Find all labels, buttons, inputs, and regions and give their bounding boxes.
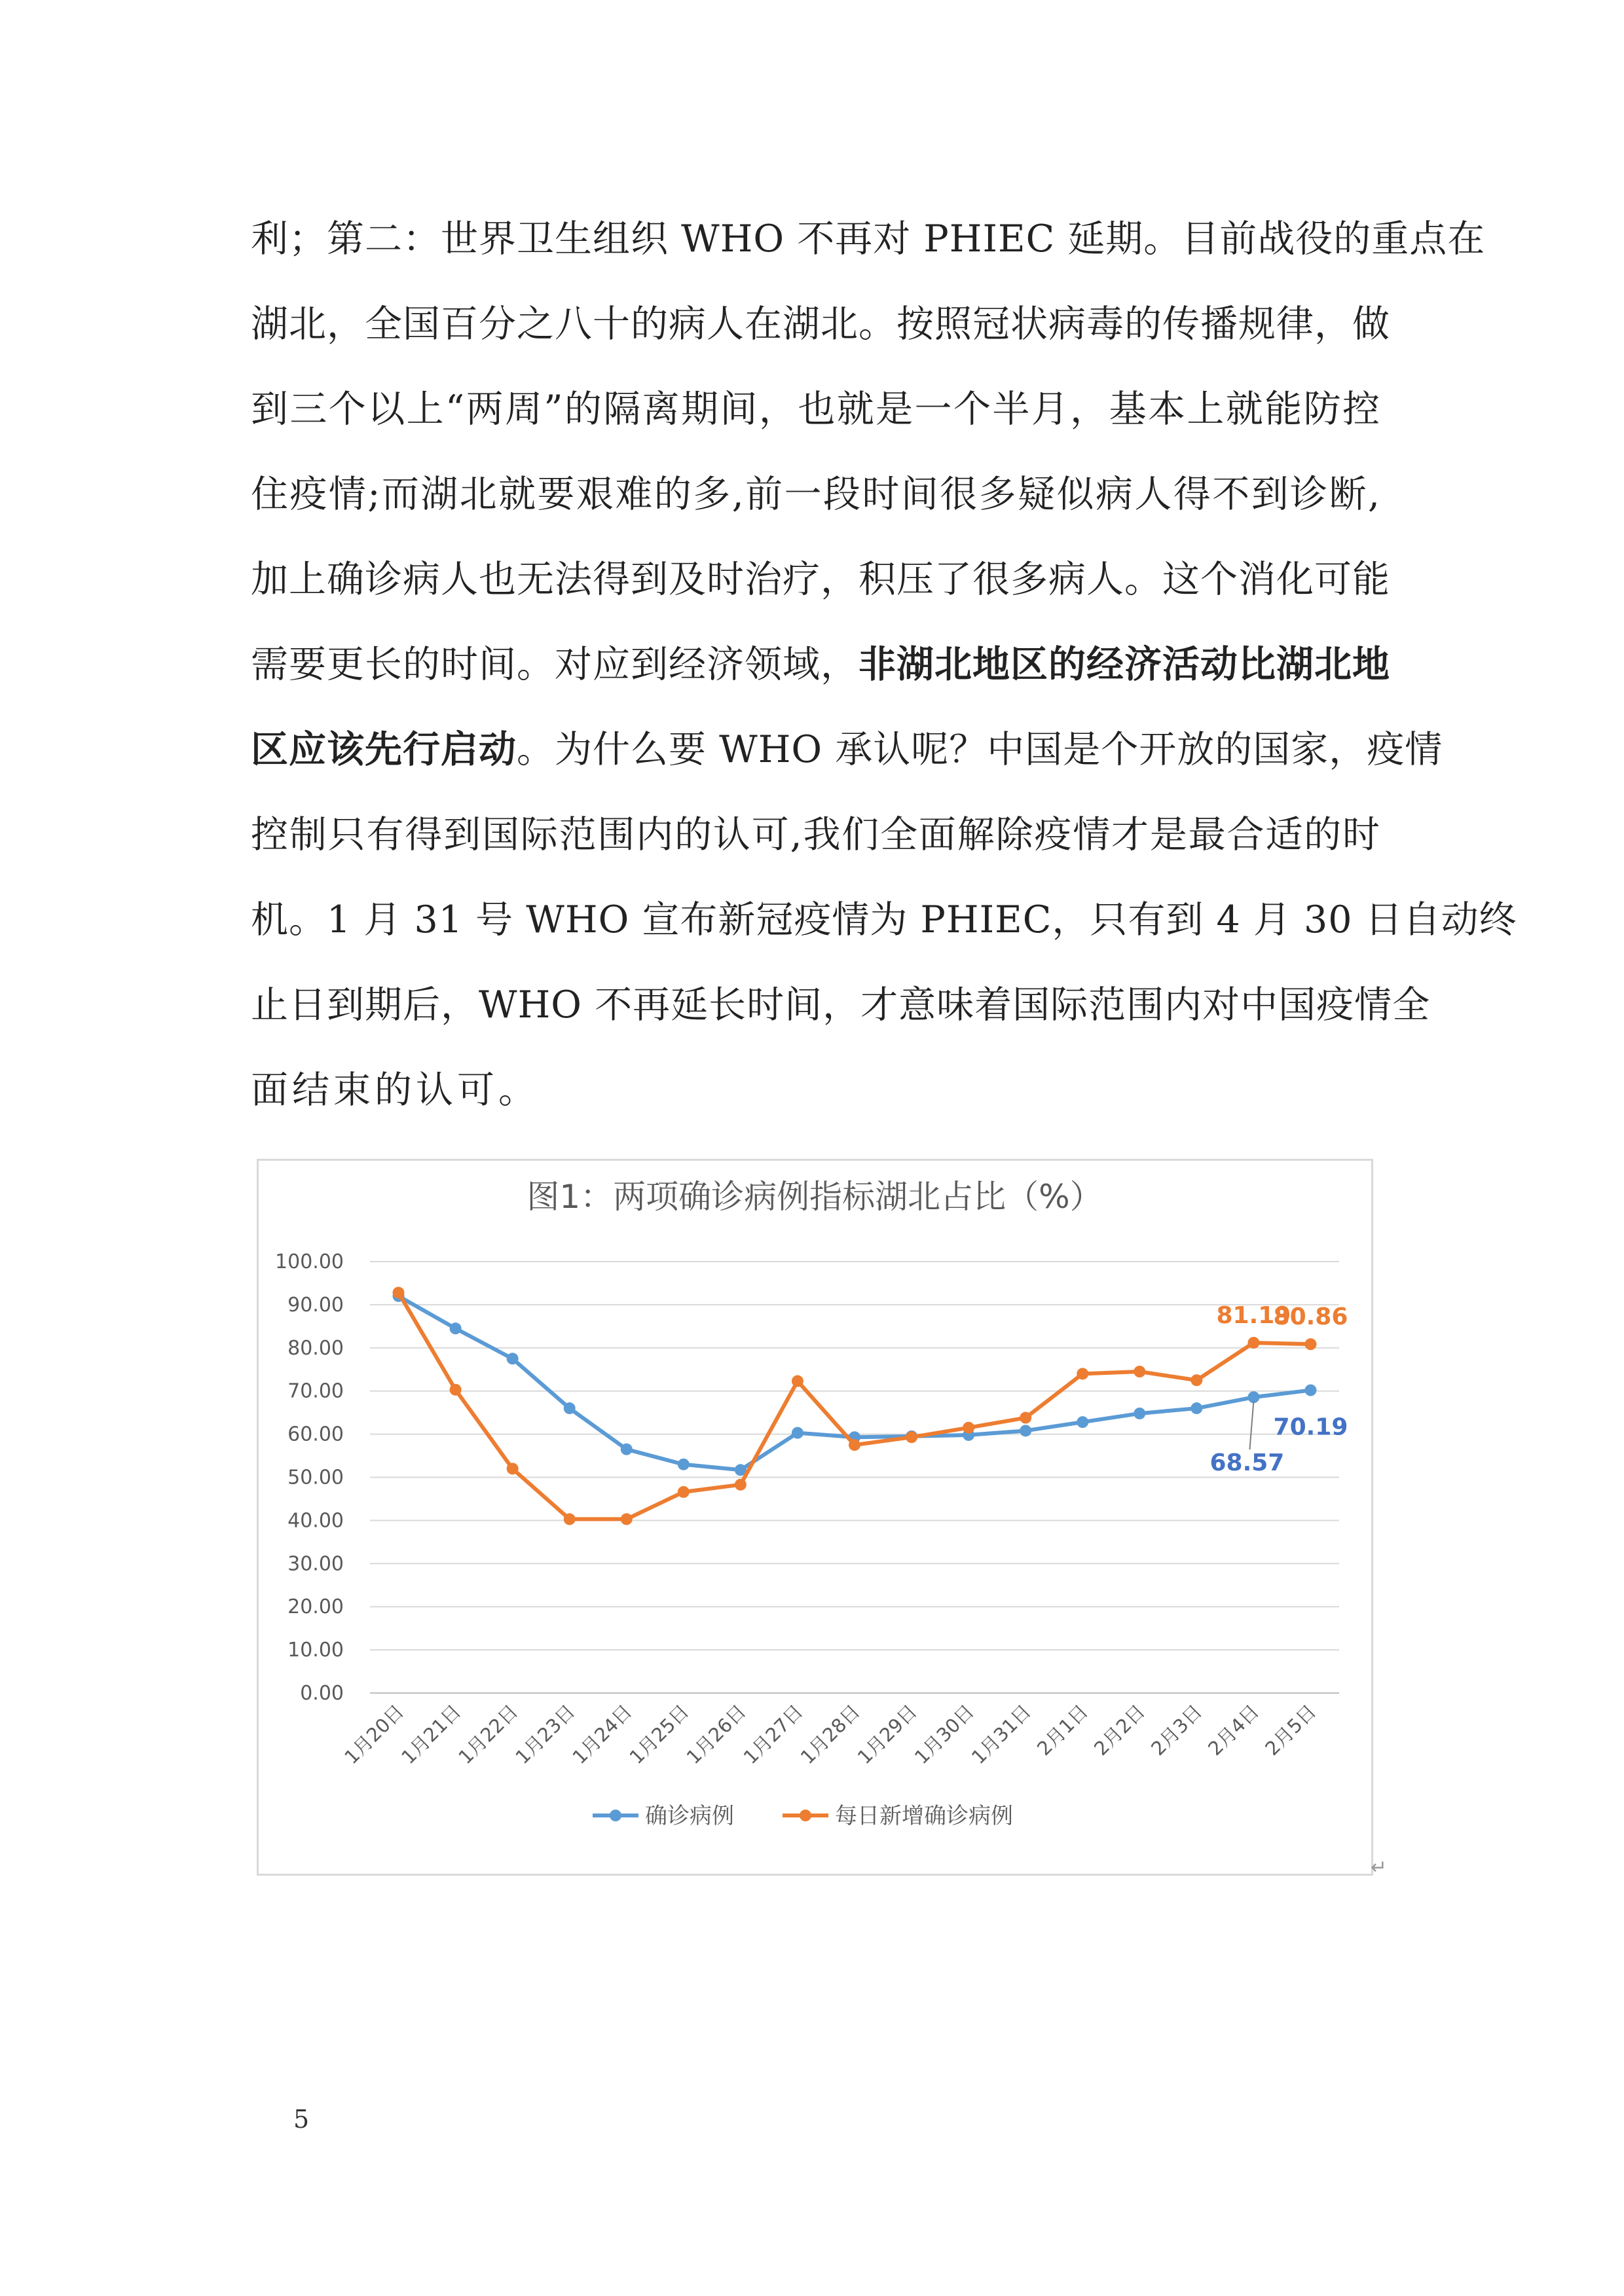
data-point bbox=[1020, 1412, 1031, 1424]
page-number: 5 bbox=[293, 2105, 310, 2134]
data-point bbox=[1190, 1374, 1202, 1386]
data-point bbox=[1134, 1408, 1145, 1419]
text-segment: 住疫情;而湖北就要艰难的多,前一段时间很多疑似病人得不到诊断, bbox=[251, 473, 1380, 516]
data-point bbox=[564, 1513, 576, 1525]
data-point bbox=[621, 1513, 633, 1525]
text-segment: 。为什么要 WHO 承认呢？中国是个开放的国家，疫情 bbox=[517, 728, 1443, 771]
data-point bbox=[792, 1427, 803, 1439]
chart-figure-1 bbox=[257, 1159, 1373, 1876]
paragraph-line bbox=[251, 452, 1380, 537]
x-tick-label: 2月1日 bbox=[1033, 1700, 1093, 1760]
x-tick-label: 1月30日 bbox=[910, 1700, 979, 1769]
data-point bbox=[1077, 1416, 1088, 1428]
data-point bbox=[507, 1353, 519, 1364]
x-tick-label: 1月22日 bbox=[454, 1700, 523, 1769]
data-point bbox=[1304, 1338, 1316, 1350]
text-segment: 加上确诊病人也无法得到及时治疗，积压了很多病人。这个消化可能 bbox=[251, 558, 1390, 601]
text-segment: 止日到期后，WHO 不再延长时间，才意味着国际范围内对中国疫情全 bbox=[251, 983, 1431, 1027]
data-point bbox=[678, 1486, 690, 1498]
data-label: 81.19 bbox=[1216, 1302, 1291, 1329]
chart-title: 图1：两项确诊病例指标湖北占比（%） bbox=[526, 1178, 1103, 1216]
paragraph-line bbox=[251, 537, 1390, 622]
data-point bbox=[450, 1322, 462, 1334]
data-label: 68.57 bbox=[1209, 1449, 1285, 1477]
x-tick-label: 1月24日 bbox=[568, 1700, 637, 1769]
text-segment: 利；第二：世界卫生组织 WHO 不再对 PHIEC 延期。目前战役的重点在 bbox=[251, 217, 1486, 261]
x-tick-label: 1月20日 bbox=[340, 1700, 409, 1769]
data-point bbox=[1134, 1366, 1145, 1377]
x-tick-label: 1月21日 bbox=[397, 1700, 466, 1769]
y-tick-label: 20.00 bbox=[287, 1595, 344, 1619]
data-point bbox=[507, 1463, 519, 1474]
data-point bbox=[906, 1431, 917, 1443]
text-segment: 面结束的认可。 bbox=[251, 1068, 540, 1112]
paragraph-line bbox=[251, 792, 1380, 877]
data-point bbox=[1304, 1384, 1316, 1396]
y-tick-label: 50.00 bbox=[287, 1466, 344, 1489]
x-tick-label: 2月4日 bbox=[1204, 1700, 1264, 1760]
line-chart bbox=[259, 1161, 1371, 1874]
y-tick-label: 0.00 bbox=[300, 1682, 344, 1705]
x-tick-label: 1月31日 bbox=[967, 1700, 1036, 1769]
x-tick-label: 2月3日 bbox=[1147, 1700, 1207, 1760]
y-tick-label: 30.00 bbox=[287, 1552, 344, 1576]
series-line-2 bbox=[399, 1292, 1311, 1519]
y-tick-label: 60.00 bbox=[287, 1423, 344, 1446]
x-tick-label: 1月28日 bbox=[796, 1700, 864, 1769]
data-point bbox=[393, 1286, 405, 1298]
paragraph-line bbox=[251, 707, 1443, 792]
y-tick-label: 100.00 bbox=[275, 1250, 344, 1273]
y-tick-label: 10.00 bbox=[287, 1639, 344, 1662]
x-tick-label: 1月23日 bbox=[511, 1700, 580, 1769]
legend-label: 每日新增确诊病例 bbox=[835, 1803, 1013, 1829]
data-label: 80.86 bbox=[1273, 1303, 1348, 1331]
data-point bbox=[792, 1376, 803, 1387]
x-tick-label: 1月26日 bbox=[682, 1700, 750, 1769]
paragraph-line bbox=[251, 367, 1380, 452]
paragraph-line bbox=[251, 1048, 1380, 1133]
text-segment: 需要更长的时间。对应到经济领域， bbox=[251, 643, 858, 686]
data-label: 70.19 bbox=[1273, 1413, 1348, 1441]
text-segment: 机。1 月 31 号 WHO 宣布新冠疫情为 PHIEC，只有到 4 月 30 日自动终 bbox=[251, 898, 1517, 941]
y-tick-label: 70.00 bbox=[287, 1379, 344, 1403]
data-point bbox=[1190, 1402, 1202, 1414]
data-point bbox=[564, 1402, 576, 1414]
data-point bbox=[450, 1384, 462, 1396]
text-segment: 控制只有得到国际范围内的认可,我们全面解除疫情才是最合适的时 bbox=[251, 813, 1380, 856]
bold-text-segment: 非湖北地区的经济活动比湖北地 bbox=[858, 643, 1390, 686]
data-point bbox=[678, 1459, 690, 1470]
paragraph-line bbox=[251, 622, 1390, 707]
leader-line bbox=[1249, 1401, 1253, 1449]
data-point bbox=[1020, 1425, 1031, 1436]
y-tick-label: 80.00 bbox=[287, 1336, 344, 1360]
data-point bbox=[963, 1422, 974, 1434]
x-tick-label: 1月29日 bbox=[853, 1700, 922, 1769]
bold-text-segment: 区应该先行启动 bbox=[251, 728, 517, 771]
paragraph-line bbox=[251, 196, 1486, 282]
data-point bbox=[735, 1479, 747, 1491]
x-tick-label: 2月5日 bbox=[1261, 1700, 1321, 1760]
body-paragraph bbox=[251, 196, 1517, 1133]
paragraph-return-mark: ↵ bbox=[1371, 1856, 1388, 1879]
x-tick-label: 1月25日 bbox=[625, 1700, 693, 1769]
legend-swatch-marker bbox=[610, 1810, 621, 1821]
y-tick-label: 40.00 bbox=[287, 1509, 344, 1533]
text-segment: 到三个以上“两周”的隔离期间，也就是一个半月，基本上就能防控 bbox=[251, 388, 1380, 431]
paragraph-line bbox=[251, 962, 1431, 1048]
paragraph-line bbox=[251, 877, 1517, 962]
x-tick-label: 2月2日 bbox=[1090, 1700, 1150, 1760]
y-tick-label: 90.00 bbox=[287, 1293, 344, 1317]
legend-swatch-marker bbox=[800, 1810, 811, 1821]
data-point bbox=[849, 1439, 860, 1451]
data-point bbox=[621, 1444, 633, 1455]
data-point bbox=[1077, 1368, 1088, 1379]
legend-label: 确诊病例 bbox=[645, 1803, 734, 1829]
x-tick-label: 1月27日 bbox=[739, 1700, 807, 1769]
text-segment: 湖北，全国百分之八十的病人在湖北。按照冠状病毒的传播规律，做 bbox=[251, 302, 1390, 346]
data-point bbox=[1247, 1337, 1259, 1349]
paragraph-line bbox=[251, 282, 1390, 367]
